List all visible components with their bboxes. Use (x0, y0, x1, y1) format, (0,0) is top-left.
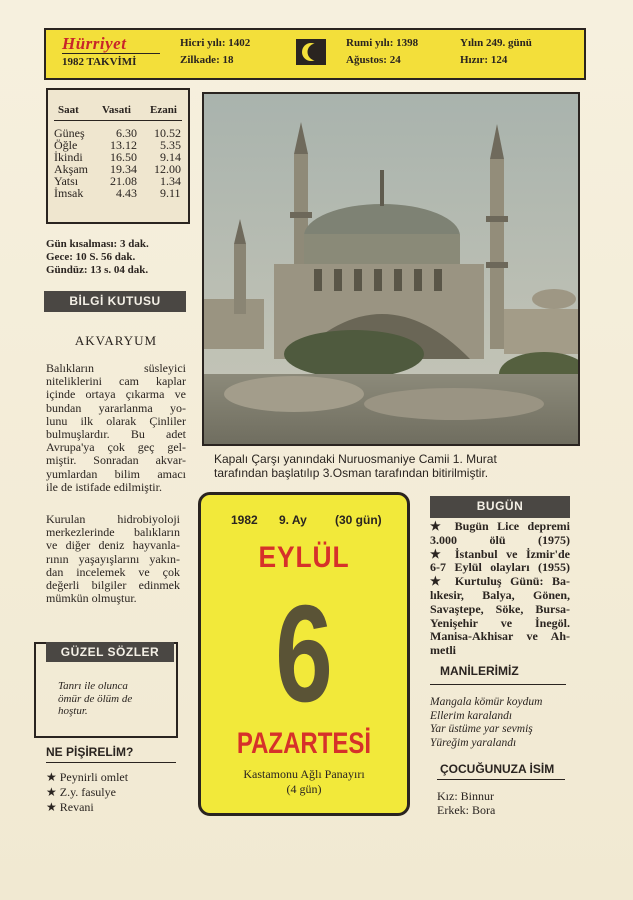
bilgi-kutusu-label: BİLGİ KUTUSU (44, 291, 186, 312)
text-line: Yenişehir ve İnegöl. (430, 615, 570, 630)
moon-phase-icon (296, 39, 326, 65)
table-row: Öğle 13.12 5.35 (54, 138, 181, 152)
rumi-month: Ağustos: 24 (346, 54, 401, 66)
quote-text (58, 680, 168, 718)
text-line: Avrupa'ya çok geç gel- (46, 440, 186, 455)
text-line: miştir. Sonradan akvar- (46, 453, 186, 468)
girl-name: Kız: Binnur (437, 789, 494, 803)
text-line: niteliklerini cam kaplar (46, 374, 186, 389)
mani-poem (430, 696, 570, 750)
table-row: Yatsı 21.08 1.34 (54, 174, 181, 188)
photo-caption (214, 452, 580, 480)
text-line: lıkesir, Balya, Gönen, (430, 588, 570, 602)
date-card (198, 492, 410, 816)
text-line: metli (430, 643, 456, 658)
text-line: rının yaşayışlarını yakın- (46, 551, 180, 566)
text-line: Savaştepe, Söke, Bursa- (430, 601, 570, 616)
menu-item: ★ Revani (46, 800, 94, 814)
date-month-number: 9. Ay (279, 513, 307, 527)
caption-line: Kapalı Çarşı yanındaki Nuruosmaniye Camii 1. Murat (214, 452, 497, 466)
caption-line: tarafından başlatılıp 3.Osman tarafından bitirilmiştir. (214, 466, 489, 480)
day-number: 6 (275, 577, 333, 731)
cocuk-isim-rule (437, 779, 565, 780)
text-line: içinde ortaya çıkarma ve (46, 387, 186, 402)
rumi-year: Rumi yılı: 1398 (346, 37, 419, 49)
month-name: EYLÜL (258, 541, 350, 574)
text-line: ile de istifade edilmiştir. (46, 479, 162, 494)
menu-item: ★ Z.y. fasulye (46, 785, 116, 799)
date-year: 1982 (231, 513, 258, 527)
poem-line: Yar üstüme yar sevmiş (430, 723, 533, 735)
text-line: bundan yararlanma yo- (46, 400, 186, 415)
brand-subtitle: 1982 TAKVİMİ (62, 56, 137, 68)
text-line: merkezlerinde balıkların (46, 525, 180, 540)
text-line: dan incelemek ve çok (46, 564, 180, 579)
ne-pisirelim-rule (46, 762, 176, 763)
manilerimiz-title: MANİLERİMİZ (440, 664, 519, 678)
poem-line: Ellerim karalandı (430, 709, 513, 722)
text-line: ★ İstanbul ve İzmir'de (430, 546, 570, 561)
header-strip (44, 28, 586, 80)
text-line: ve diğer deniz hayvanla- (46, 538, 180, 553)
table-row: Güneş 6.30 10.52 (54, 126, 181, 140)
table-row: İmsak 4.43 9.11 (54, 186, 181, 200)
day-of-year: Yılın 249. günü (460, 37, 532, 49)
guzel-sozler-box (34, 642, 178, 738)
day-shortening: Gün kısalması: 3 dak. (46, 238, 149, 250)
date-month-days: (30 gün) (335, 513, 382, 527)
guzel-sozler-label: GÜZEL SÖZLER (46, 642, 174, 662)
manilerimiz-rule (430, 684, 566, 685)
weekday-name: PAZARTESİ (236, 727, 372, 760)
menu-item: ★ Peynirli omlet (46, 770, 129, 784)
hicri-month: Zilkade: 18 (180, 54, 234, 66)
brand-underline (62, 53, 160, 54)
quote-line: Tanrı ile olunca (58, 680, 128, 692)
quote-line: ömür de ölüm de (58, 692, 133, 705)
hicri-year: Hicri yılı: 1402 (180, 37, 251, 49)
text-line: ★ Kurtuluş Günü: Ba- (430, 574, 570, 589)
text-line: Kurulan hidrobiyoloji (46, 512, 180, 526)
mosque-photo (202, 92, 580, 446)
poem-line: Mangala kömür koydum (430, 696, 543, 708)
text-line: Manisa-Akhisar ve Ah- (430, 629, 570, 644)
text-line: mümkün olmuştur. (46, 591, 137, 606)
bilgi-title: AKVARYUM (74, 333, 158, 348)
boy-name: Erkek: Bora (437, 803, 496, 817)
text-line: 6-7 Eylül olayları (1955) (430, 560, 570, 575)
brand-logo: Hürriyet (62, 34, 127, 53)
table-row: Akşam 19.34 12.00 (54, 162, 181, 176)
text-line: bulmuşlardır. Bu adet (46, 427, 186, 441)
col-header-saat: Saat (58, 104, 79, 116)
date-event-line: Kastamonu Ağlı Panayırı (243, 767, 365, 781)
text-line: Balıkların süsleyici (46, 361, 186, 375)
poem-line: Yüreğim yaralandı (430, 736, 517, 749)
hizir-day: Hızır: 124 (460, 54, 508, 66)
quote-line: hoştur. (58, 705, 88, 717)
cocuk-isim-title: ÇOCUĞUNUZA İSİM (440, 762, 555, 776)
text-line: 3.000 ölü (1975) (430, 532, 570, 547)
text-line: yumlardan bilim amacı (46, 466, 186, 481)
col-header-vasati: Vasati (102, 104, 131, 116)
prayer-times-table (46, 88, 190, 224)
table-rule (54, 120, 182, 121)
text-line: değerli bilgiler edinmek (46, 578, 180, 592)
bugun-label: BUGÜN (430, 496, 570, 518)
table-row: İkindi 16.50 9.14 (54, 150, 181, 164)
ne-pisirelim-title: NE PİŞİRELİM? (46, 745, 134, 759)
col-header-ezani: Ezani (150, 104, 177, 116)
date-event-line: (4 gün) (286, 782, 322, 796)
text-line: lunu ilk olarak Çinliler (46, 413, 186, 428)
text-line: ★ Bugün Lice depremi (430, 519, 570, 533)
night-length: Gece: 10 S. 56 dak. (46, 251, 136, 263)
day-length: Gündüz: 13 s. 04 dak. (46, 264, 149, 276)
